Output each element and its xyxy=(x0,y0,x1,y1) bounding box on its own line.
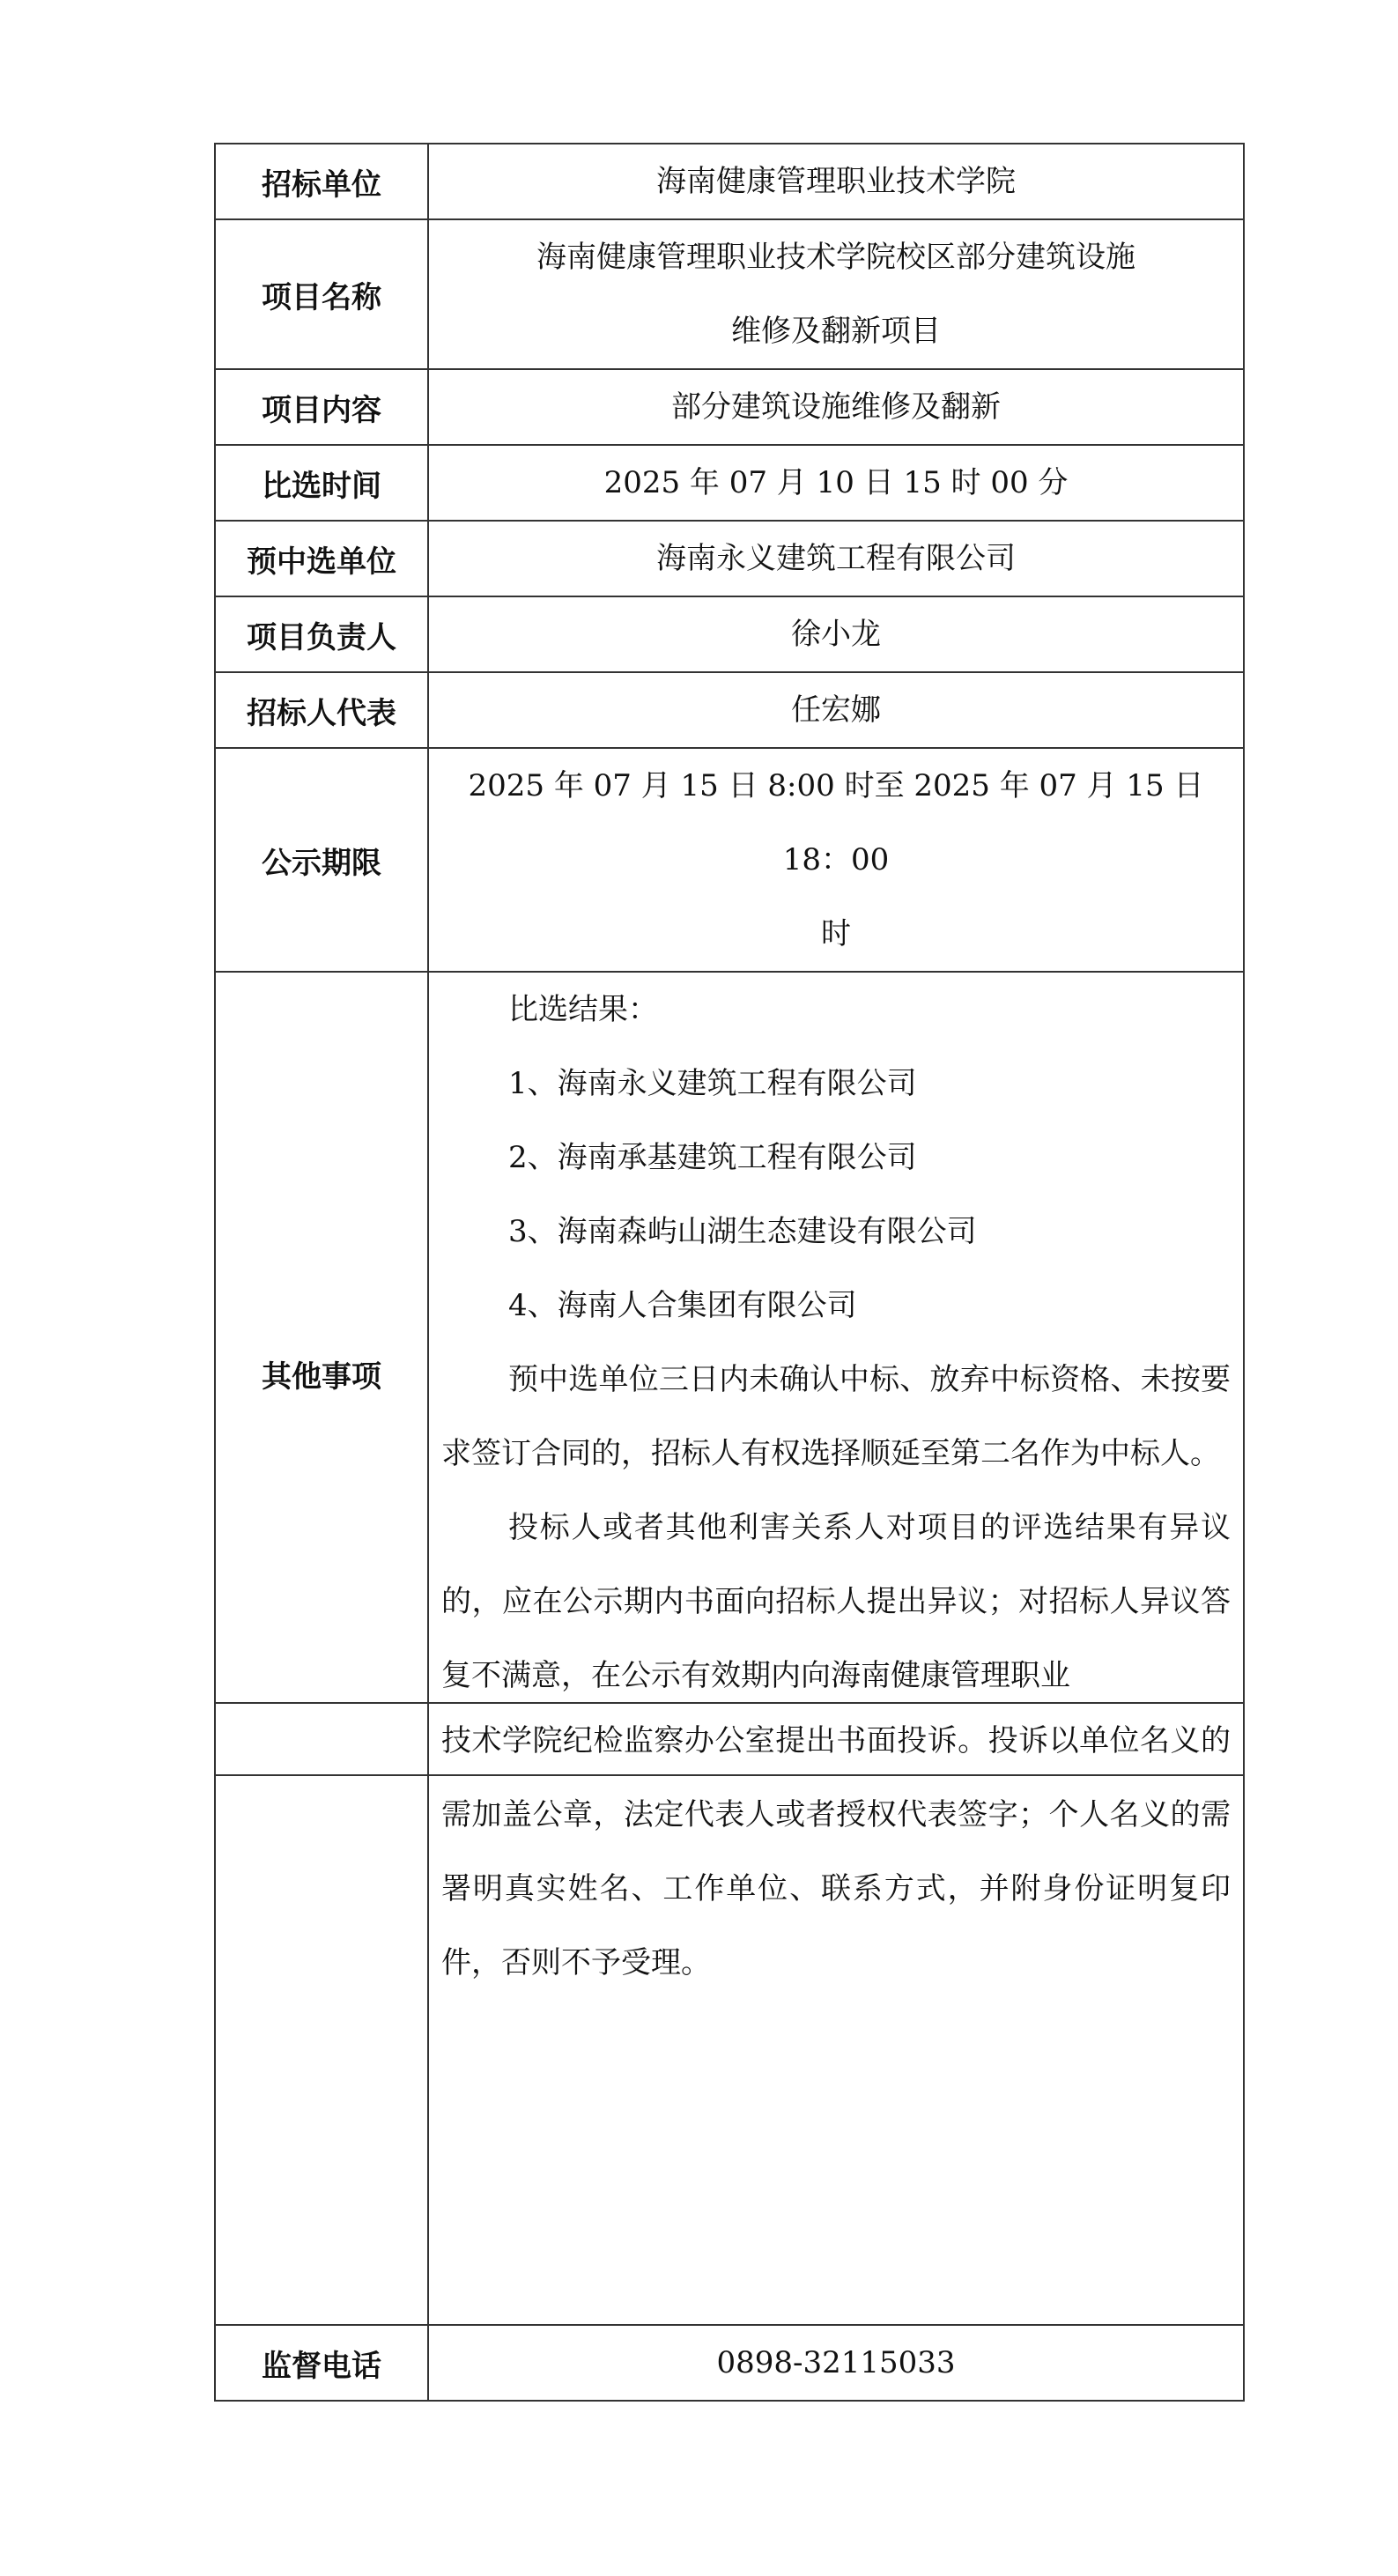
bid-info-table-continued xyxy=(214,1702,1245,2402)
paragraph-objection: 投标人或者其他利害关系人对项目的评选结果有异议的，应在公示期内书面向招标人提出异议；对招标人异议答复不满意，在公示有效期内向海南健康管理职业 xyxy=(441,1510,1231,1693)
label-publicity-period: 公示期限 xyxy=(215,748,428,972)
value-project-manager: 徐小龙 xyxy=(428,596,1244,672)
value-project-name xyxy=(428,219,1244,369)
label-project-manager: 项目负责人 xyxy=(215,596,428,672)
value-complaint-continuation xyxy=(428,1703,1244,2325)
result-item: 4、海南人合集团有限公司 xyxy=(508,1288,857,1323)
label-other-matters: 其他事项 xyxy=(215,972,428,1775)
bid-info-table xyxy=(214,143,1245,1776)
label-supervision-phone: 监督电话 xyxy=(215,2325,428,2401)
paragraph-complaint: 技术学院纪检监察办公室提出书面投诉。投诉以单位名义的需加盖公章，法定代表人或者授权代表签字；个人名义的需署明真实姓名、工作单位、联系方式，并附身份证明复印件，否则不予受理。 xyxy=(441,1723,1231,1980)
results-heading: 比选结果： xyxy=(508,992,658,1027)
label-tenderer-rep: 招标人代表 xyxy=(215,672,428,748)
project-name-line1: 海南健康管理职业技术学院校区部分建筑设施 xyxy=(536,240,1135,275)
value-project-content: 部分建筑设施维修及翻新 xyxy=(428,369,1244,445)
value-other-matters xyxy=(428,972,1244,1775)
label-selection-time: 比选时间 xyxy=(215,445,428,521)
value-winning-unit: 海南永义建筑工程有限公司 xyxy=(428,521,1244,596)
result-item: 1、海南永义建筑工程有限公司 xyxy=(508,1066,917,1101)
label-project-name: 项目名称 xyxy=(215,219,428,369)
result-item: 2、海南承基建筑工程有限公司 xyxy=(508,1140,917,1175)
value-publicity-period xyxy=(428,748,1244,972)
value-supervision-phone: 0898-32115033 xyxy=(428,2325,1244,2401)
value-selection-time: 2025 年 07 月 10 日 15 时 00 分 xyxy=(428,445,1244,521)
value-bidder: 海南健康管理职业技术学院 xyxy=(428,144,1244,219)
publicity-line2: 时 xyxy=(821,916,851,951)
value-tenderer-rep: 任宏娜 xyxy=(428,672,1244,748)
label-winning-unit: 预中选单位 xyxy=(215,521,428,596)
label-bidder: 招标单位 xyxy=(215,144,428,219)
publicity-line1: 2025 年 07 月 15 日 8:00 时至 2025 年 07 月 15 日 18：00 xyxy=(468,768,1204,877)
paragraph-default-rule: 预中选单位三日内未确认中标、放弃中标资格、未按要求签订合同的，招标人有权选择顺延至第二名作为中标人。 xyxy=(441,1362,1231,1471)
label-empty xyxy=(215,1703,428,2325)
label-project-content: 项目内容 xyxy=(215,369,428,445)
project-name-line2: 维修及翻新项目 xyxy=(731,314,941,349)
result-item: 3、海南森屿山湖生态建设有限公司 xyxy=(508,1214,977,1249)
